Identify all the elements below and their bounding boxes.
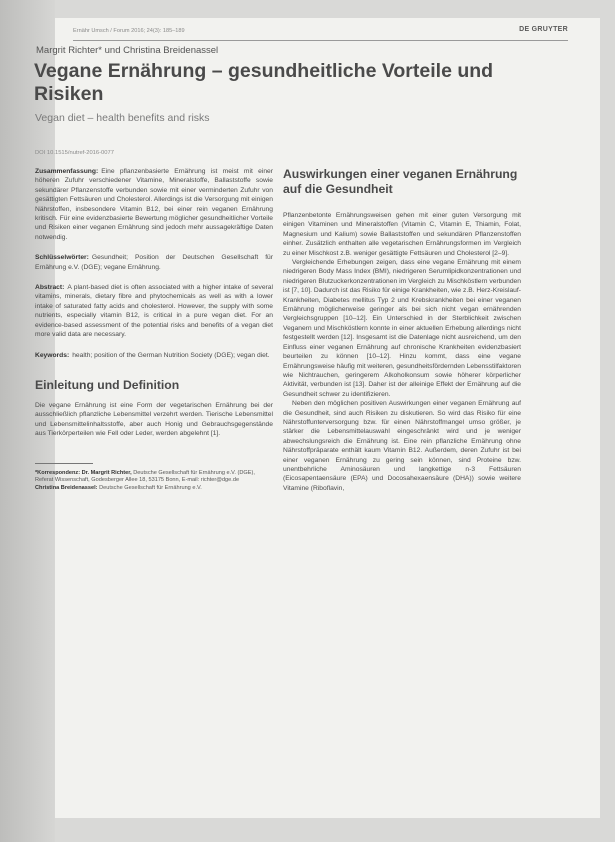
health-paragraph-3: Neben den möglichen positiven Auswirkungen einer veganen Ernährung auf die Gesundheit, sind auch Risiken zu diskutieren. So wird das Risiko für eine Nährstoffunterversorgung bzw. für einen Nährstoffmangel umso größer, je stärker die Lebensmittelauswahl eingeschränkt wird und je weniger abwechslungsreich die Ernährung ist. Eine rein pflanzliche Ernährung ohne Nährstoffpräparate enthält kaum Vitamin B12. Außerdem, deren Zufuhr ist bei einer veganen Ernährung zu gering sein können, sind Proteine bzw. unentbehrliche Aminosäuren und langkettige n-3 Fettsäuren (Eicosapentaensäure (EPA) und Docosahexaensäure (DHA)) sowie weitere Vitamine (Riboflavin, bbox=[283, 400, 521, 492]
article-title: Vegane Ernährung – gesundheitliche Vorteile und Risiken bbox=[34, 60, 494, 105]
footnote-coauthor-label: Christina Breidenassel: bbox=[35, 485, 98, 492]
abstract-german-text: Eine pflanzenbasierte Ernährung ist meist mit einer höheren Zufuhr verschiedener Vitamine, Mineralstoffe, Ballaststoffe sowie sekundärer Pflanzenstoffe verbunden sowie mit einer verminderten Zufuhr von gesättigten Fettsäuren und Cholesterol. Allerdings ist die Versorgung mit einigen Nährstoffen, insbesondere Vitamin B12, bei einer rein veganen Ernährung kritisch. Für eine evidenzbasierte Bewertung möglicher gesundheitlicher Vorteile und Risiken einer veganen Ernährung sind jedoch mehr aussagekräftige Daten notwendig. bbox=[35, 168, 273, 241]
left-column bbox=[35, 167, 273, 493]
footnote-coauthor bbox=[35, 485, 273, 493]
keywords-german-text: Gesundheit; Position der Deutschen Gesellschaft für Ernährung e.V. (DGE); vegane Ernährung. bbox=[35, 254, 273, 271]
article-subtitle: Vegan diet – health benefits and risks bbox=[35, 112, 210, 124]
section-heading-health-effects: Auswirkungen einer veganen Ernährung auf die Gesundheit bbox=[283, 167, 518, 196]
abstract-german bbox=[35, 167, 273, 242]
publisher-logo: DE GRUYTER bbox=[519, 26, 568, 33]
abstract-english bbox=[35, 283, 273, 339]
keywords-german-label: Schlüsselwörter: bbox=[35, 254, 89, 262]
introduction-paragraph: Die vegane Ernährung ist eine Form der vegetarischen Ernährung bei der ausschließlich pflanzliche Lebensmittel verzehrt werden. Tierische Lebensmittel und Lebensmittelinhaltsstoffe, aber auch Honig und Gebrauchsgegenstände aus Tierkörperteilen wie Fell oder Leder, werden abgelehnt [1]. bbox=[35, 401, 273, 438]
health-paragraph-1: Pflanzenbetonte Ernährungsweisen gehen mit einer guten Versorgung mit einigen Vitaminen und Mineralstoffen (Vitamin C, Vitamin E, Thiamin, Folat, Magnesium und Kalium) sowie Ballaststoffen und sekundären Pflanzenstoffen einher. Zusätzlich enthalten alle vegetarischen Ernährungsformen im Vergleich zu einer Mischkost z.B. weniger gesättigte Fettsäuren und Cholesterol [2–9]. bbox=[283, 212, 521, 257]
right-column bbox=[283, 167, 521, 493]
section-heading-introduction: Einleitung und Definition bbox=[35, 377, 180, 392]
footnote-corresponding-label: *Korrespondenz: Dr. Margrit Richter, bbox=[35, 469, 132, 476]
keywords-english bbox=[35, 351, 273, 360]
keywords-german bbox=[35, 253, 273, 272]
journal-citation: Ernähr Umsch / Forum 2016; 24(3): 185–189 bbox=[73, 28, 185, 34]
footnote-coauthor-text: Deutsche Gesellschaft für Ernährung e.V. bbox=[99, 485, 202, 492]
header-rule bbox=[73, 40, 568, 41]
abstract-english-label: Abstract: bbox=[35, 284, 65, 292]
article-authors: Margrit Richter* und Christina Breidenassel bbox=[36, 45, 219, 56]
keywords-english-text: health; position of the German Nutrition Society (DGE); vegan diet. bbox=[72, 351, 270, 359]
abstract-german-label: Zusammenfassung: bbox=[35, 168, 99, 175]
footnote-corresponding-text: Deutsche Gesellschaft für Ernährung e.V. (DGE), Referat Wissenschaft, Godesberger Allee 18, 53175 Bonn, E-mail: richter@dge.de bbox=[35, 469, 255, 484]
footnote-corresponding bbox=[35, 470, 273, 486]
abstract-english-text: A plant-based diet is often associated with a higher intake of several vitamins, minerals, dietary fibre and phytochemicals as well as with a lower intake of saturated fatty acids and cholesterol. However, the supply with some nutrients, especially vitamin B12, is critical in a pure vegan diet. For an evidence-based assessment of the potential risks and benefits of a vegan diet more valid data are necessary. bbox=[35, 284, 273, 339]
footnote-rule bbox=[35, 463, 93, 464]
health-paragraph-2: Vergleichende Erhebungen zeigen, dass eine vegane Ernährung mit einem niedrigeren Body Mass Index (BMI), niedrigeren Serumlipidkonzentrationen und niedrigeren Blutzuckerkonzentrationen im Vergleich zu Mischköstlern verbunden ist [7, 10]. Dadurch ist das Risiko für einige Krankheiten, wie z.B. Herz-Kreislauf-Krankheiten, Diabetes mellitus Typ 2 und Krebskrankheiten bei einer veganen Ernährung möglicherweise geringer als bei sich nicht vegan ernährenden Vergleichsgruppen [10–12]. Ein Unterschied in der Sterblichkeit zwischen Veganern und Mischköstlern konnte in einer aktuellen Erhebung allerdings nicht festgestellt werden [12]. Insgesamt ist die Datenlage nicht ausreichend, um den Einfluss einer veganen Ernährung auf chronische Krankheiten evidenzbasiert beurteilen zu können [10–12]. Hinzu kommt, dass eine vegane Ernährungsweise häufig mit weiteren, gesundheitsfördernden Lebensstilfaktoren wie Nichtrauchen, geringerem Alkoholkonsum sowie höherer körperlicher Aktivität, verbunden ist [13]. Daher ist der alleinige Effekt der Ernährung auf die Gesundheit schwer zu identifizieren. bbox=[283, 259, 521, 398]
article-doi: DOI 10.1515/nutref-2016-0077 bbox=[35, 150, 114, 156]
keywords-english-label: Keywords: bbox=[35, 351, 70, 359]
